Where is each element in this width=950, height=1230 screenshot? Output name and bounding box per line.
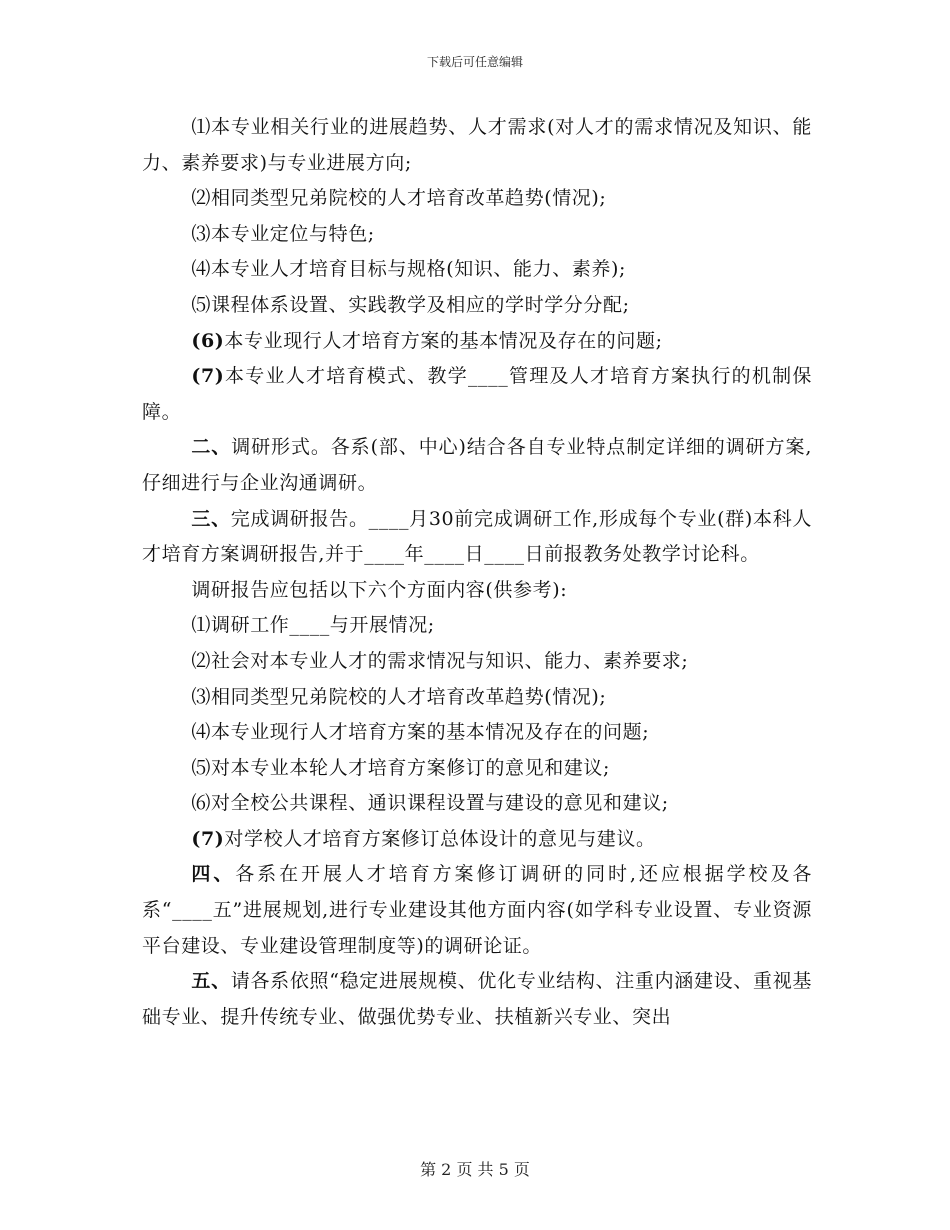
paragraph (142, 181, 812, 217)
paragraph-text: 调研报告应包括以下六个方面内容(供参考): (191, 578, 568, 601)
paragraph-text: ⑸对本专业本轮人才培育方案修订的意见和建议; (191, 756, 610, 779)
paragraph (142, 573, 812, 609)
paragraph-text: ⑸课程体系设置、实践教学及相应的学时学分分配; (191, 293, 630, 316)
paragraph-text: ⑷本专业人才培育目标与规格(知识、能力、素养); (191, 258, 627, 281)
paragraph (142, 715, 812, 751)
paragraph-lead: 四、 (191, 863, 236, 886)
paragraph (142, 359, 812, 430)
paragraph-lead: 二、 (191, 436, 232, 459)
page-number: 第 2 页 共 5 页 (420, 1160, 530, 1179)
paragraph-text: ⑷本专业现行人才培育方案的基本情况及存在的问题; (191, 721, 650, 744)
paragraph (142, 502, 812, 573)
paragraph (142, 786, 812, 822)
paragraph-text: 本专业人才培育模式、教学____管理及人才培育方案执行的机制保障。 (142, 365, 812, 423)
paragraph (142, 857, 812, 964)
paragraph-text: ⑶本专业定位与特色; (191, 222, 375, 245)
paragraph-text: 各系在开展人才培育方案修订调研的同时,还应根据学校及各系“____五”进展规划,进行专业建设其他方面内容(如学科专业设置、专业资源平台建设、专业建设管理制度等)的调研论证。 (142, 863, 812, 957)
paragraph (142, 751, 812, 787)
paragraph (142, 964, 812, 1035)
paragraph (142, 110, 812, 181)
paragraph-lead: (6) (191, 329, 225, 352)
paragraph (142, 822, 812, 858)
paragraph-text: ⑵社会对本专业人才的需求情况与知识、能力、素养要求; (191, 649, 689, 672)
paragraph-text: 调研形式。各系(部、中心)结合各自专业特点制定详细的调研方案,仔细进行与企业沟通调研。 (142, 436, 813, 494)
paragraph (142, 324, 812, 360)
paragraph-lead: (7) (191, 365, 225, 388)
page-header-note: 下载后可任意编辑 (426, 55, 523, 69)
paragraph (142, 430, 812, 501)
paragraph-lead: 三、 (191, 507, 231, 530)
paragraph (142, 217, 812, 253)
paragraph (142, 608, 812, 644)
paragraph-lead: 五、 (191, 970, 231, 993)
document-body (142, 110, 812, 1035)
paragraph (142, 288, 812, 324)
paragraph-text: ⑴本专业相关行业的进展趋势、人才需求(对人才的需求情况及知识、能力、素养要求)与专业进展方向; (142, 116, 812, 174)
paragraph (142, 680, 812, 716)
paragraph-text: ⑹对全校公共课程、通识课程设置与建设的意见和建议; (191, 792, 669, 815)
paragraph-text: ⑶相同类型兄弟院校的人才培育改革趋势(情况); (191, 685, 607, 708)
paragraph-lead: (7) (191, 827, 225, 850)
paragraph-text: ⑴调研工作____与开展情况; (191, 614, 435, 637)
paragraph-text: 本专业现行人才培育方案的基本情况及存在的问题; (224, 329, 663, 352)
paragraph-text: 完成调研报告。____月30前完成调研工作,形成每个专业(群)本科人才培育方案调研报告,并于____年____日____日前报教务处教学讨论科。 (142, 507, 812, 566)
paragraph-text: 对学校人才培育方案修订总体设计的意见与建议。 (224, 827, 656, 850)
paragraph (142, 644, 812, 680)
paragraph (142, 252, 812, 288)
paragraph-text: 请各系依照“稳定进展规模、优化专业结构、注重内涵建设、重视基础专业、提升传统专业、做强优势专业、扶植新兴专业、突出 (142, 970, 812, 1028)
paragraph-text: ⑵相同类型兄弟院校的人才培育改革趋势(情况); (191, 187, 607, 210)
